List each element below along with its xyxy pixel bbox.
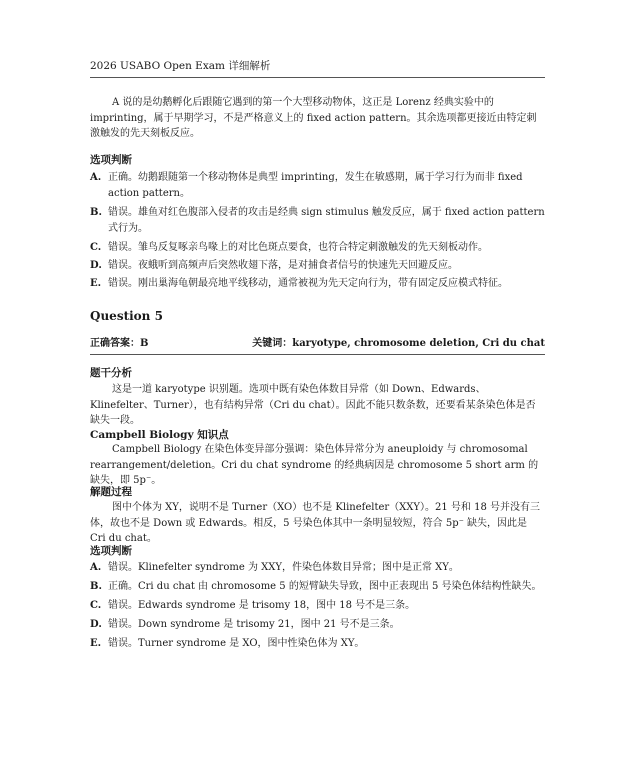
option-item-1b bbox=[90, 205, 545, 236]
option-label: D. bbox=[90, 260, 102, 271]
correct-answer: 正确答案：B bbox=[90, 338, 149, 349]
page-header: 2026 USABO Open Exam 详细解析 bbox=[90, 58, 545, 78]
section-title-options-2: 选项判断 bbox=[90, 545, 132, 557]
option-text: 正确。幼鹅跟随第一个移动物体是典型 imprinting，发生在敏感期，属于学习行为而非 fixed action pattern。 bbox=[108, 172, 523, 199]
option-text: 正确。Cri du chat 由 chromosome 5 的短臂缺失导致，图中正表现出 5 号染色体结构性缺失。 bbox=[108, 581, 542, 592]
keywords: 关键词：karyotype, chromosome deletion, Cri du chat bbox=[252, 338, 545, 349]
option-text: 错误。夜蛾听到高频声后突然收翅下落，是对捕食者信号的快速先天回避反应。 bbox=[108, 260, 458, 271]
option-text: 错误。雏鸟反复啄亲鸟喙上的对比色斑点要食，也符合特定刺激触发的先天刻板动作。 bbox=[108, 242, 488, 253]
option-text: 错误。雄鱼对红色腹部入侵者的攻击是经典 sign stimulus 触发反应，属于 fixed action pattern 式行为。 bbox=[108, 207, 545, 234]
option-item-2e bbox=[90, 636, 545, 652]
option-item-2c bbox=[90, 598, 545, 614]
answer-row bbox=[90, 334, 545, 355]
option-text: 错误。刚出巢海龟朝最亮地平线移动，通常被视为先天定向行为，带有固定反应模式特征。 bbox=[108, 278, 508, 289]
section-title-process: 解题过程 bbox=[90, 486, 132, 498]
option-label: B. bbox=[90, 581, 102, 592]
option-text: 错误。Edwards syndrome 是 trisomy 18，图中 18 号不是三条。 bbox=[108, 600, 416, 611]
option-label: A. bbox=[90, 172, 102, 183]
option-text: 错误。Turner syndrome 是 XO，图中性染色体为 XY。 bbox=[108, 638, 365, 649]
stem-paragraph: 这是一道 karyotype 识别题。选项中既有染色体数目异常（如 Down、Edwards、Klinefelter、Turner），也有结构异常（Cri du chat）。因此不能只数条数，还要看某条染色体是否缺失一段。 bbox=[90, 384, 536, 426]
option-label: C. bbox=[90, 600, 102, 611]
option-item-2b bbox=[90, 579, 545, 595]
section-title-options-1: 选项判断 bbox=[90, 154, 132, 166]
option-label: E. bbox=[90, 278, 102, 289]
process-paragraph: 图中个体为 XY，说明不是 Turner（XO）也不是 Klinefelter（XXY）。21 号和 18 号并没有三体，故也不是 Down 或 Edwards。相反，5 号染色体其中一条明显较短，符合 5p⁻ 缺失，因此是 Cri du chat。 bbox=[90, 502, 541, 544]
intro-paragraph: A 说的是幼鹅孵化后跟随它遇到的第一个大型移动物体，这正是 Lorenz 经典实验中的 imprinting，属于早期学习，不是严格意义上的 fixed action pattern。其余选项都更接近由特定刺激触发的先天刻板反应。 bbox=[90, 97, 537, 139]
option-label: D. bbox=[90, 619, 102, 630]
campbell-paragraph: Campbell Biology 在染色体变异部分强调：染色体异常分为 aneuploidy 与 chromosomal rearrangement/deletion。Cri du chat syndrome 的经典病因是 chromosome 5 short arm 的缺失，即 5p⁻。 bbox=[90, 444, 539, 486]
option-label: E. bbox=[90, 638, 102, 649]
option-item-2a bbox=[90, 560, 545, 576]
option-label: B. bbox=[90, 207, 102, 218]
option-label: C. bbox=[90, 242, 102, 253]
option-item-1d bbox=[90, 258, 545, 274]
option-item-1c bbox=[90, 240, 545, 256]
option-text: 错误。Down syndrome 是 trisomy 21，图中 21 号不是三条。 bbox=[108, 619, 400, 630]
section-title-campbell: Campbell Biology 知识点 bbox=[90, 429, 229, 441]
option-item-1a bbox=[90, 170, 545, 201]
option-text: 错误。Klinefelter syndrome 为 XXY，件染色体数目异常；图中是正常 XY。 bbox=[108, 562, 459, 573]
question-title: Question 5 bbox=[90, 309, 163, 323]
section-title-stem: 题干分析 bbox=[90, 367, 132, 379]
option-item-1e bbox=[90, 276, 545, 292]
option-label: A. bbox=[90, 562, 102, 573]
option-item-2d bbox=[90, 617, 545, 633]
